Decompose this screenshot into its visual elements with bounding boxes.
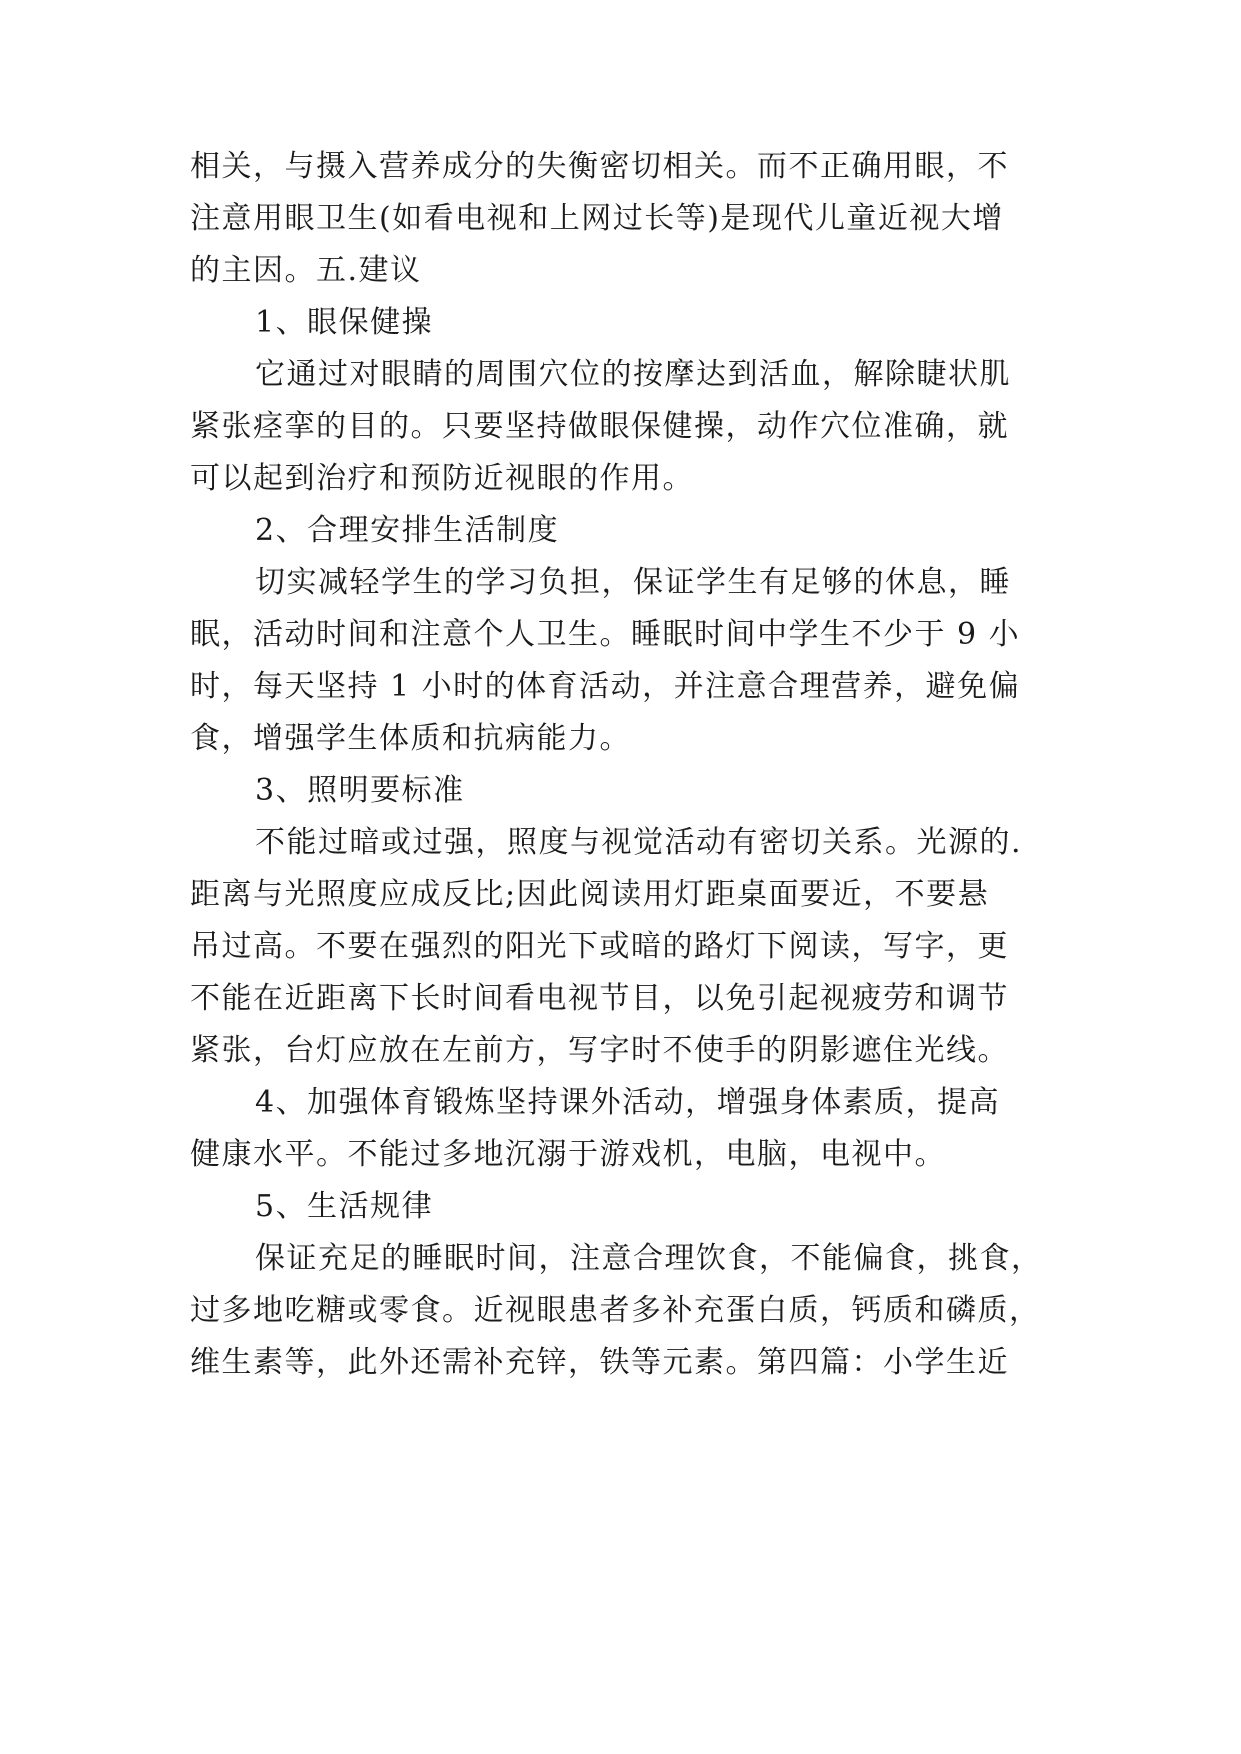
text-line: 切实减轻学生的学习负担，保证学生有足够的休息，睡 xyxy=(255,565,1011,600)
text-line: 时，每天坚持 1 小时的体育活动，并注意合理营养，避免偏 xyxy=(190,669,1021,704)
text-line: 保证充足的睡眠时间，注意合理饮食，不能偏食，挑食， xyxy=(255,1241,1043,1276)
text-line: 不能过暗或过强，照度与视觉活动有密切关系。光源的. xyxy=(255,825,1023,860)
text-line: 不能在近距离下长时间看电视节目，以免引起视疲劳和调节 xyxy=(190,981,1009,1016)
section-heading: 4、加强体育锻炼坚持课外活动，增强身体素质，提高 xyxy=(255,1085,1001,1120)
section-heading: 1、眼保健操 xyxy=(255,305,434,340)
text-line: 健康水平。不能过多地沉溺于游戏机，电脑，电视中。 xyxy=(190,1137,946,1172)
text-line: 吊过高。不要在强烈的阳光下或暗的路灯下阅读，写字，更 xyxy=(190,929,1009,964)
text-line: 它通过对眼睛的周围穴位的按摩达到活血，解除睫状肌 xyxy=(255,357,1011,392)
section-heading: 3、照明要标准 xyxy=(255,773,465,808)
section-heading: 2、合理安排生活制度 xyxy=(255,513,560,548)
text-line: 食，增强学生体质和抗病能力。 xyxy=(190,721,631,756)
text-line: 维生素等，此外还需补充锌，铁等元素。第四篇：小学生近 xyxy=(190,1345,1009,1380)
text-line: 相关，与摄入营养成分的失衡密切相关。而不正确用眼，不 xyxy=(190,149,1009,184)
text-line: 注意用眼卫生(如看电视和上网过长等)是现代儿童近视大增 xyxy=(190,201,1004,236)
text-line: 紧张，台灯应放在左前方，写字时不使手的阴影遮住光线。 xyxy=(190,1033,1009,1068)
text-line: 距离与光照度应成反比;因此阅读用灯距桌面要近，不要悬 xyxy=(190,877,990,912)
text-line: 可以起到治疗和预防近视眼的作用。 xyxy=(190,461,694,496)
text-line: 过多地吃糖或零食。近视眼患者多补充蛋白质，钙质和磷质， xyxy=(190,1293,1041,1328)
text-line: 的主因。五.建议 xyxy=(190,253,422,288)
section-heading: 5、生活规律 xyxy=(255,1189,434,1224)
text-line: 紧张痉挛的目的。只要坚持做眼保健操，动作穴位准确，就 xyxy=(190,409,1009,444)
text-line: 眠，活动时间和注意个人卫生。睡眠时间中学生不少于 9 小 xyxy=(190,617,1021,652)
